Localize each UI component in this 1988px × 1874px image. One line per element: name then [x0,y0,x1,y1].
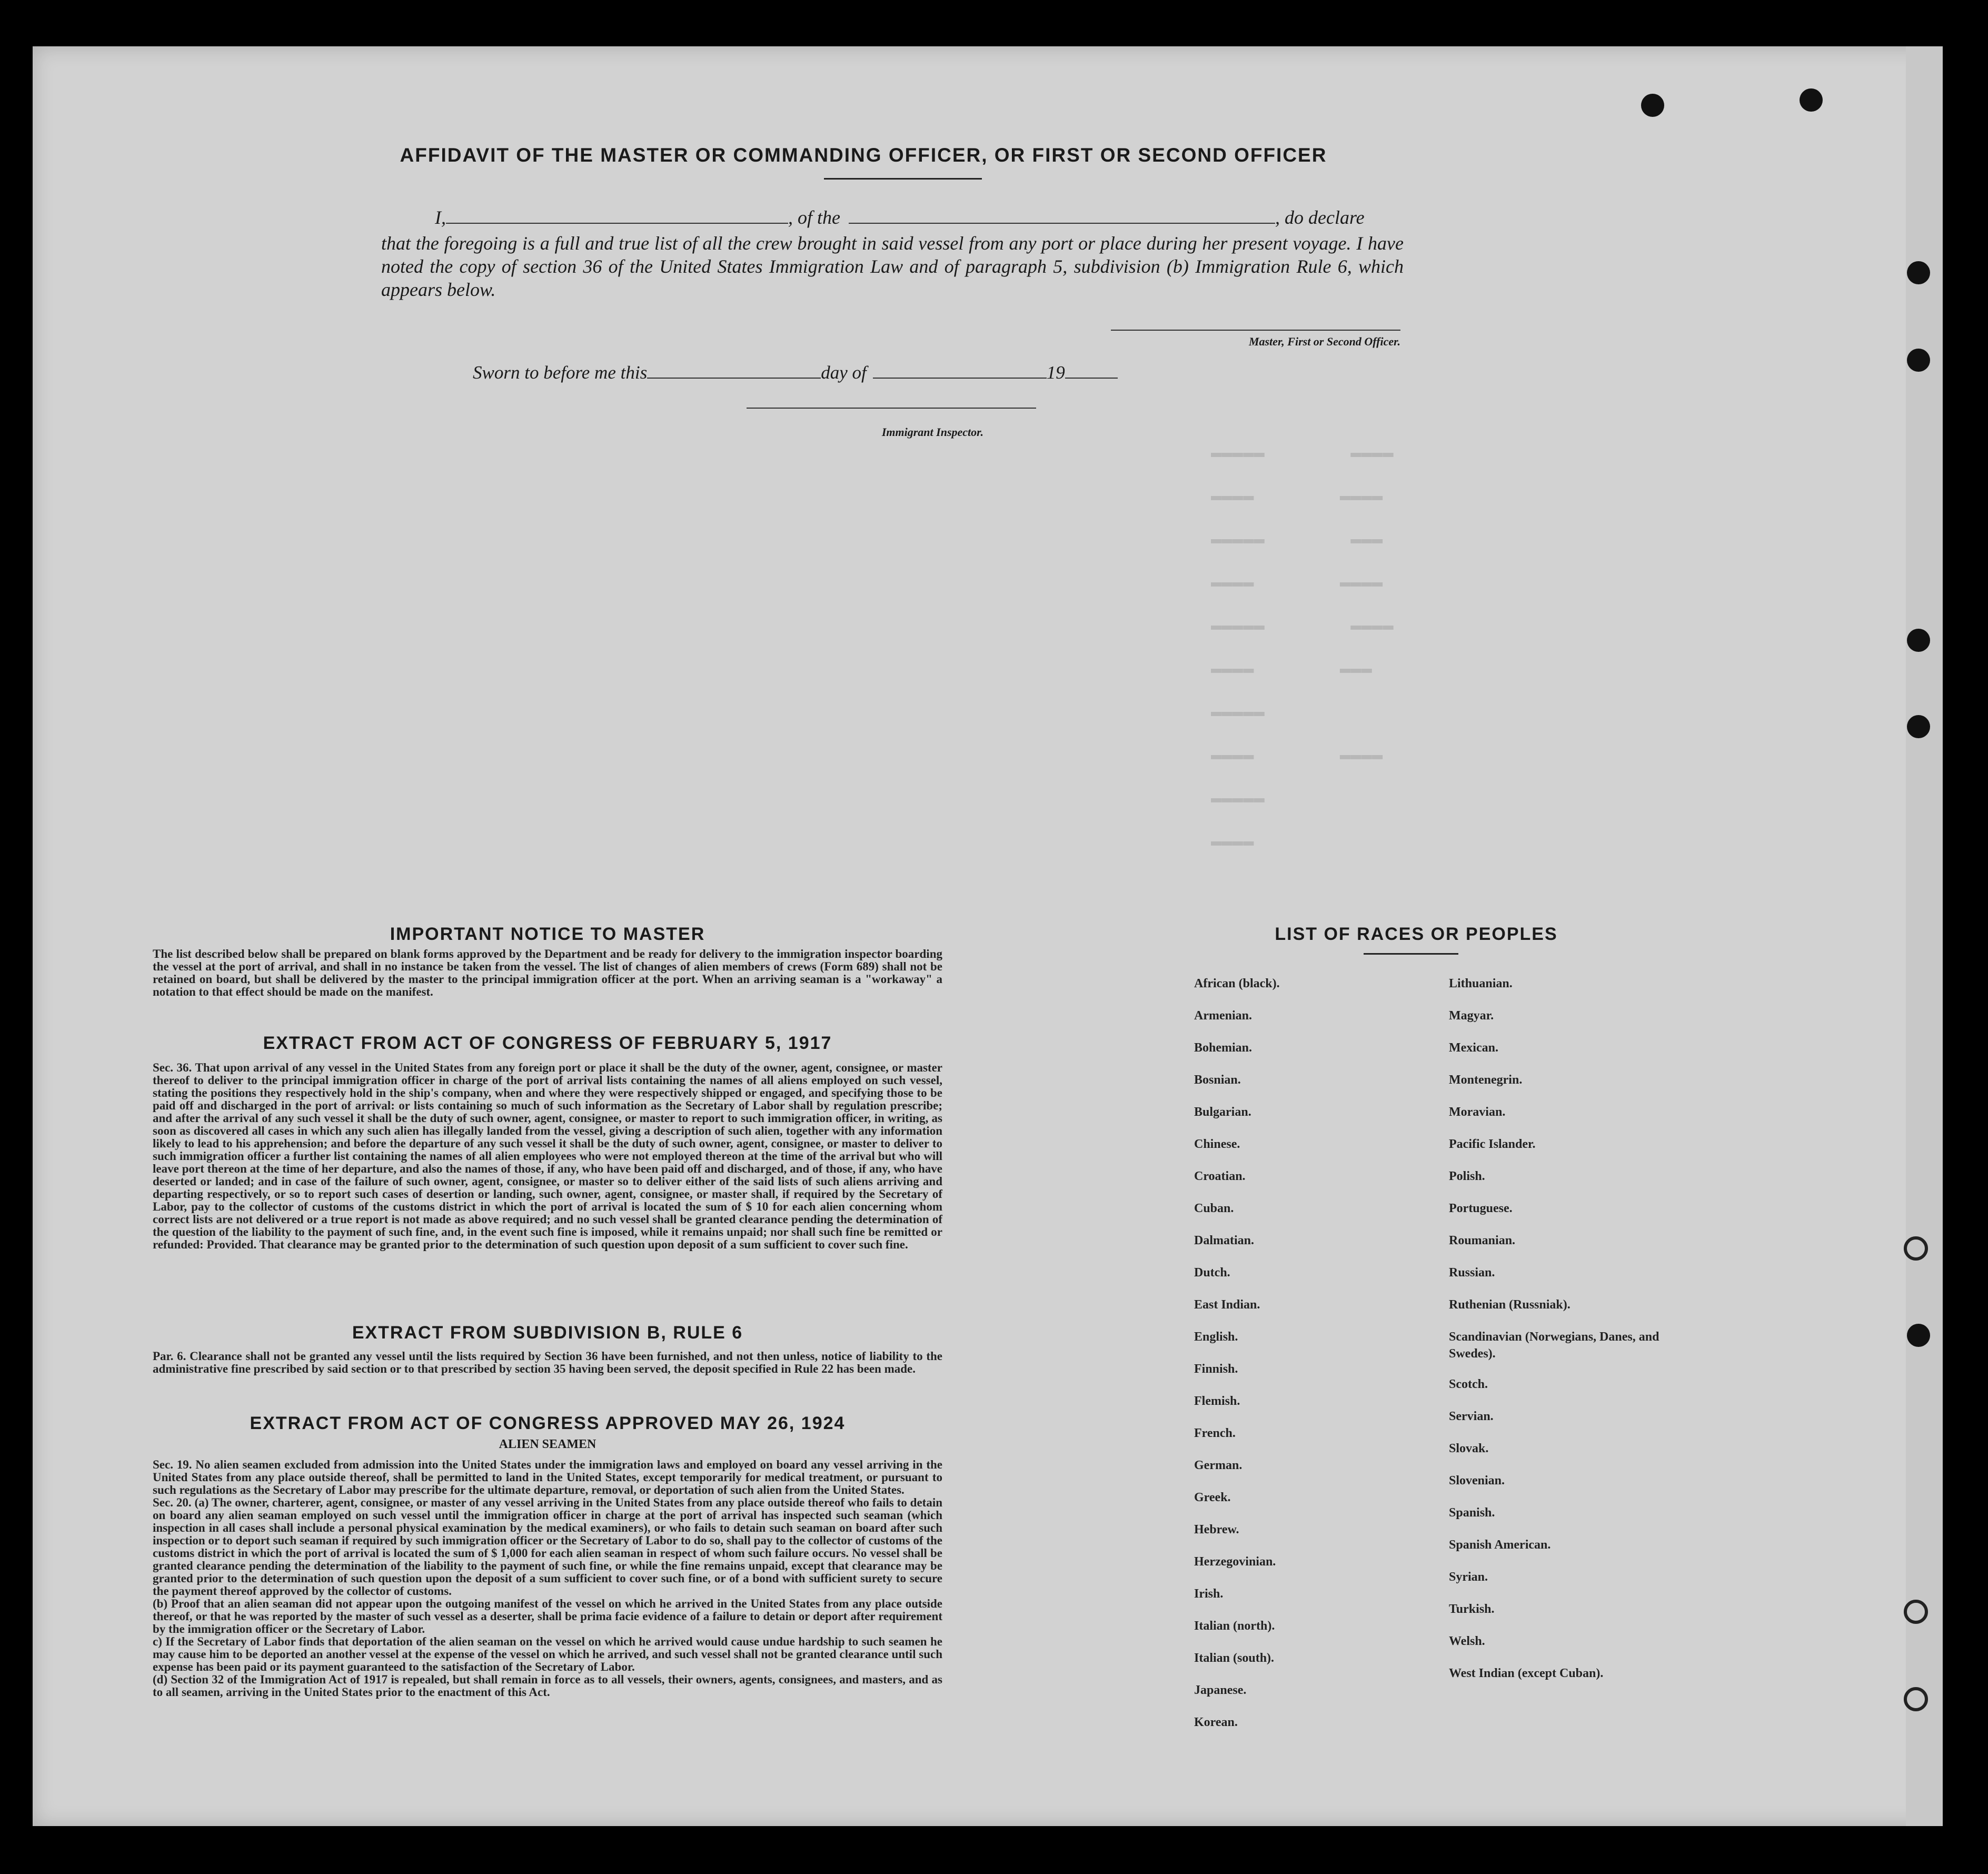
extract-1924-body [153,1459,942,1699]
extract-1924-title: EXTRACT FROM ACT OF CONGRESS APPROVED MAY 26, 1924 [250,1413,846,1433]
extract-1917-title: EXTRACT FROM ACT OF CONGRESS OF FEBRUARY 5, 1917 [263,1033,832,1053]
race-item: Irish. [1194,1587,1224,1601]
extract-1924-subtitle: ALIEN SEAMEN [499,1437,597,1451]
race-item: Ruthenian (Russniak). [1449,1298,1570,1312]
race-item: Turkish. [1449,1602,1495,1616]
race-item: Chinese. [1194,1137,1240,1151]
master-signature-caption: Master, First or Second Officer. [1248,335,1400,348]
race-item: French. [1194,1426,1236,1440]
race-item: Servian. [1449,1410,1494,1423]
extract-1917-body: Sec. 36. That upon arrival of any vessel in the United States from any foreign port or place it shall be the duty of the owner, agent, consignee, or master thereof to deliver to the principal immigration officer in charge of the port of arrival lists containing the names of all aliens employed on such vessel, stating the positions they respectively hold in the ship's company, when and where they were respectively shipped or engaged, and specifying those to be paid off and discharged in the port of arrival: or lists containing so much of such information as the Secretary of Labor shall by regulation prescribe; and after the arrival of any such vessel it shall be the duty of such owner, agent, consignee, or master to report to such immigration officer, in writing, as soon as discovered all cases in which any such alien has illegally landed from the vessel, giving a description of such alien, together with any information likely to lead to his apprehension; and before the departure of any such vessel it shall be the duty of such owner, agent, consignee, or master to deliver to such immigration officer a further list containing the names of all alien employees who were not employed thereon at the time of the arrival but who will leave port thereon at the time of her departure, and also the names of those, if any, who have been paid off and discharged, and of those, if any, who have deserted or landed; and in case of the failure of such owner, agent, consignee, or master so to deliver either of the said lists of such aliens arriving and departing respectively, or so to report such cases of desertion or landing, such owner, agent, consignee, or master shall, if required by the Secretary of Labor, pay to the collector of customs of the customs district in which the port of arrival is located the sum of $ 10 for each alien concerning whom correct lists are not delivered or a true report is not made as above required; and no such vessel shall be granted clearance pending the determination of the question of the liability to the payment of such fine, and, in the event such fine is imposed, while it remains unpaid; nor shall such fine be remitted or refunded: Provided. That clearance may be granted prior to the determination of such question upon deposit of a sum sufficient to cover such fine. [153,1061,942,1251]
binder-hole-icon [1907,349,1930,372]
vessel-name-field[interactable] [849,223,1275,224]
races-title: LIST OF RACES OR PEOPLES [1275,924,1558,944]
race-item: Greek. [1194,1491,1231,1504]
extract-1924-paragraph: Sec. 20. (a) The owner, charterer, agent, consignee, or master of any vessel arriving in the United States from any place outside thereof who fails to detain on board any alien seaman employed on such vessel until the immigration officer in charge at the port of arrival has inspected such seaman (which inspection in all cases shall include a personal physical examination by the medical examiners), or who fails to detain such seaman on board after such inspection or to deport such seaman if required by such immigration officer or the Secretary of Labor to do so, shall pay to the collector of customs of the customs district in which the port of arrival is located the sum of $ 1,000 for each alien seaman in respect of whom such failure occurs. No vessel shall be granted clearance pending the determination of the liability to the payment of such fine, or while the fine remains unpaid, except that clearance may be granted prior to the determination of such question upon the deposit of a sum sufficient to cover such fine, or of a bond with sufficient surety to secure the payment thereof approved by the collector of customs. [153,1496,942,1598]
race-item: Slovak. [1449,1442,1489,1455]
race-item: Roumanian. [1449,1234,1516,1247]
race-item: Welsh. [1449,1634,1485,1648]
inspector-signature-line[interactable] [747,408,1036,409]
sworn-day-field[interactable] [647,378,821,379]
binder-ring-icon [1904,1236,1928,1261]
page-edge [1906,46,1943,1826]
race-item: Armenian. [1194,1009,1252,1023]
races-right-column [1449,968,1659,1682]
race-item: Portuguese. [1449,1202,1513,1215]
declare-suffix: , do declare [1275,207,1365,228]
race-item: Polish. [1449,1169,1485,1183]
inspector-caption: Immigrant Inspector. [881,425,983,439]
race-item: Japanese. [1194,1683,1247,1697]
race-item: Flemish. [1194,1394,1240,1408]
binder-hole-icon [1907,715,1930,738]
races-underline [1364,953,1458,955]
sworn-line [473,362,1118,383]
extract-1924-paragraph: (b) Proof that an alien seaman did not appear upon the outgoing manifest of the vessel on which he arrived in the United States from any place outside thereof, or that he was reported by the master of such vessel as a deserter, shall be prima facie evidence of a failure to detain or deport after requirement by the immigration officer or the Secretary of Labor. [153,1597,942,1635]
race-item: Mexican. [1449,1041,1498,1055]
race-item: Spanish American. [1449,1538,1551,1552]
race-item: Finnish. [1194,1362,1238,1376]
race-item: Korean. [1194,1716,1238,1729]
race-item: Montenegrin. [1449,1073,1523,1087]
race-item: Scandinavian (Norwegians, Danes, and Swedes). [1449,1330,1659,1361]
extract-rule6-body: Par. 6. Clearance shall not be granted any vessel until the lists required by Section 36 have been furnished, and not then unless, notice of liability to the administrative fine prescribed by said section or to that prescribed by section 35 having been served, the deposit specified in Rule 22 has been made. [153,1350,942,1375]
binder-hole-icon [1907,261,1930,284]
race-item: Cuban. [1194,1202,1234,1215]
race-item: English. [1194,1330,1238,1344]
extract-1924-paragraph: (d) Section 32 of the Immigration Act of 1917 is repealed, but shall remain in force as to all vessels, their owners, agents, consignees, and masters, and as to all seamen, arriving in the United States prior to the enactment of this Act. [153,1673,942,1699]
extract-1924-paragraph: Sec. 19. No alien seamen excluded from admission into the United States under the immigration laws and employed on board any vessel arriving in the United States from any place outside thereof, shall be permitted to land in the United States, except temporarily for medical treatment, or pursuant to such regulations as the Secretary of Labor may prescribe for the ultimate departure, removal, or deportation of such alien from the United States. [153,1458,942,1496]
sworn-day-label: day of [821,362,867,383]
extract-1924-paragraph: c) If the Secretary of Labor finds that deportation of the alien seaman on the vessel on which he arrived would cause undue hardship to such seamen he may cause him to be deported an another vessel at the expense of the vessel on which he arrived, and such vessel shall not be granted clearance until such expense has been paid or its payment guaranteed to the satisfaction of the Secretary of Labor. [153,1635,942,1673]
race-item: Bosnian. [1194,1073,1241,1087]
race-item: Dalmatian. [1194,1234,1254,1247]
notice-body: The list described below shall be prepared on blank forms approved by the Department and be ready for delivery to the immigration inspector boarding the vessel at the port of arrival, and shall in no instance be taken from the vessel. The list of changes of alien members of crews (Form 689) shall not be retained on board, but shall be delivered by the master to the principal immigration officer at the port. When an arriving seaman is a "workaway" a notation to that effect should be made on the manifest. [153,947,942,998]
sworn-year-field[interactable] [1065,378,1118,379]
race-item: Scotch. [1449,1377,1488,1391]
declarant-name-field[interactable] [446,223,788,224]
binder-hole-icon [1800,88,1823,112]
race-item: Pacific Islander. [1449,1137,1536,1151]
declarant-prefix: I, [435,207,446,228]
races-left-column [1194,968,1426,1739]
sworn-month-field[interactable] [873,378,1047,379]
race-item: Slovenian. [1449,1474,1505,1488]
race-item: Hebrew. [1194,1523,1239,1536]
master-signature-line[interactable] [1111,330,1400,331]
affidavit-title: AFFIDAVIT OF THE MASTER OR COMMANDING OFFICER, OR FIRST OR SECOND OFFICER [400,144,1327,166]
race-item: Russian. [1449,1266,1495,1280]
race-item: Moravian. [1449,1105,1506,1119]
declaration-line [435,206,1404,229]
extract-rule6-title: EXTRACT FROM SUBDIVISION B, RULE 6 [352,1323,743,1343]
race-item: Herzegovinian. [1194,1555,1276,1569]
race-item: Bohemian. [1194,1041,1253,1055]
vessel-prefix: , of the [788,207,840,228]
sworn-year-label: 19 [1046,362,1065,383]
notice-title: IMPORTANT NOTICE TO MASTER [390,924,705,944]
binder-ring-icon [1904,1600,1928,1624]
race-item: Dutch. [1194,1266,1230,1280]
binder-ring-icon [1904,1687,1928,1711]
binder-hole-icon [1907,629,1930,652]
race-item: West Indian (except Cuban). [1449,1667,1604,1680]
race-item: East Indian. [1194,1298,1260,1312]
title-underline [824,178,982,180]
race-item: Magyar. [1449,1009,1494,1023]
race-item: African (black). [1194,977,1280,990]
race-item: Lithuanian. [1449,977,1513,990]
race-item: Spanish. [1449,1506,1495,1520]
race-item: Croatian. [1194,1169,1246,1183]
binder-hole-icon [1907,1324,1930,1347]
binder-hole-icon [1641,94,1664,117]
race-item: Italian (south). [1194,1651,1275,1665]
bleed-through: ▬▬▬▬▬ ▬▬▬▬ ▬▬▬▬ ▬▬▬▬ ▬▬▬▬▬ ▬▬▬ ▬▬▬▬ ▬▬▬▬ ▬▬▬▬▬ ▬▬▬▬ ▬▬▬▬ ▬▬▬ ▬▬▬▬▬ ▬▬▬▬ ▬▬▬▬ ▬▬▬▬▬ ▬▬▬▬ [1211,443,1394,852]
race-item: Syrian. [1449,1570,1488,1584]
race-item: Italian (north). [1194,1619,1275,1633]
affidavit-body: that the foregoing is a full and true list of all the crew brought in said vessel from any port or place during her present voyage. I have noted the copy of section 36 of the United States Immigration Law and of paragraph 5, subdivision (b) Immigration Rule 6, which appears below. [381,233,1404,300]
race-item: Bulgarian. [1194,1105,1251,1119]
sworn-prefix: Sworn to before me this [473,362,648,383]
race-item: German. [1194,1459,1242,1472]
